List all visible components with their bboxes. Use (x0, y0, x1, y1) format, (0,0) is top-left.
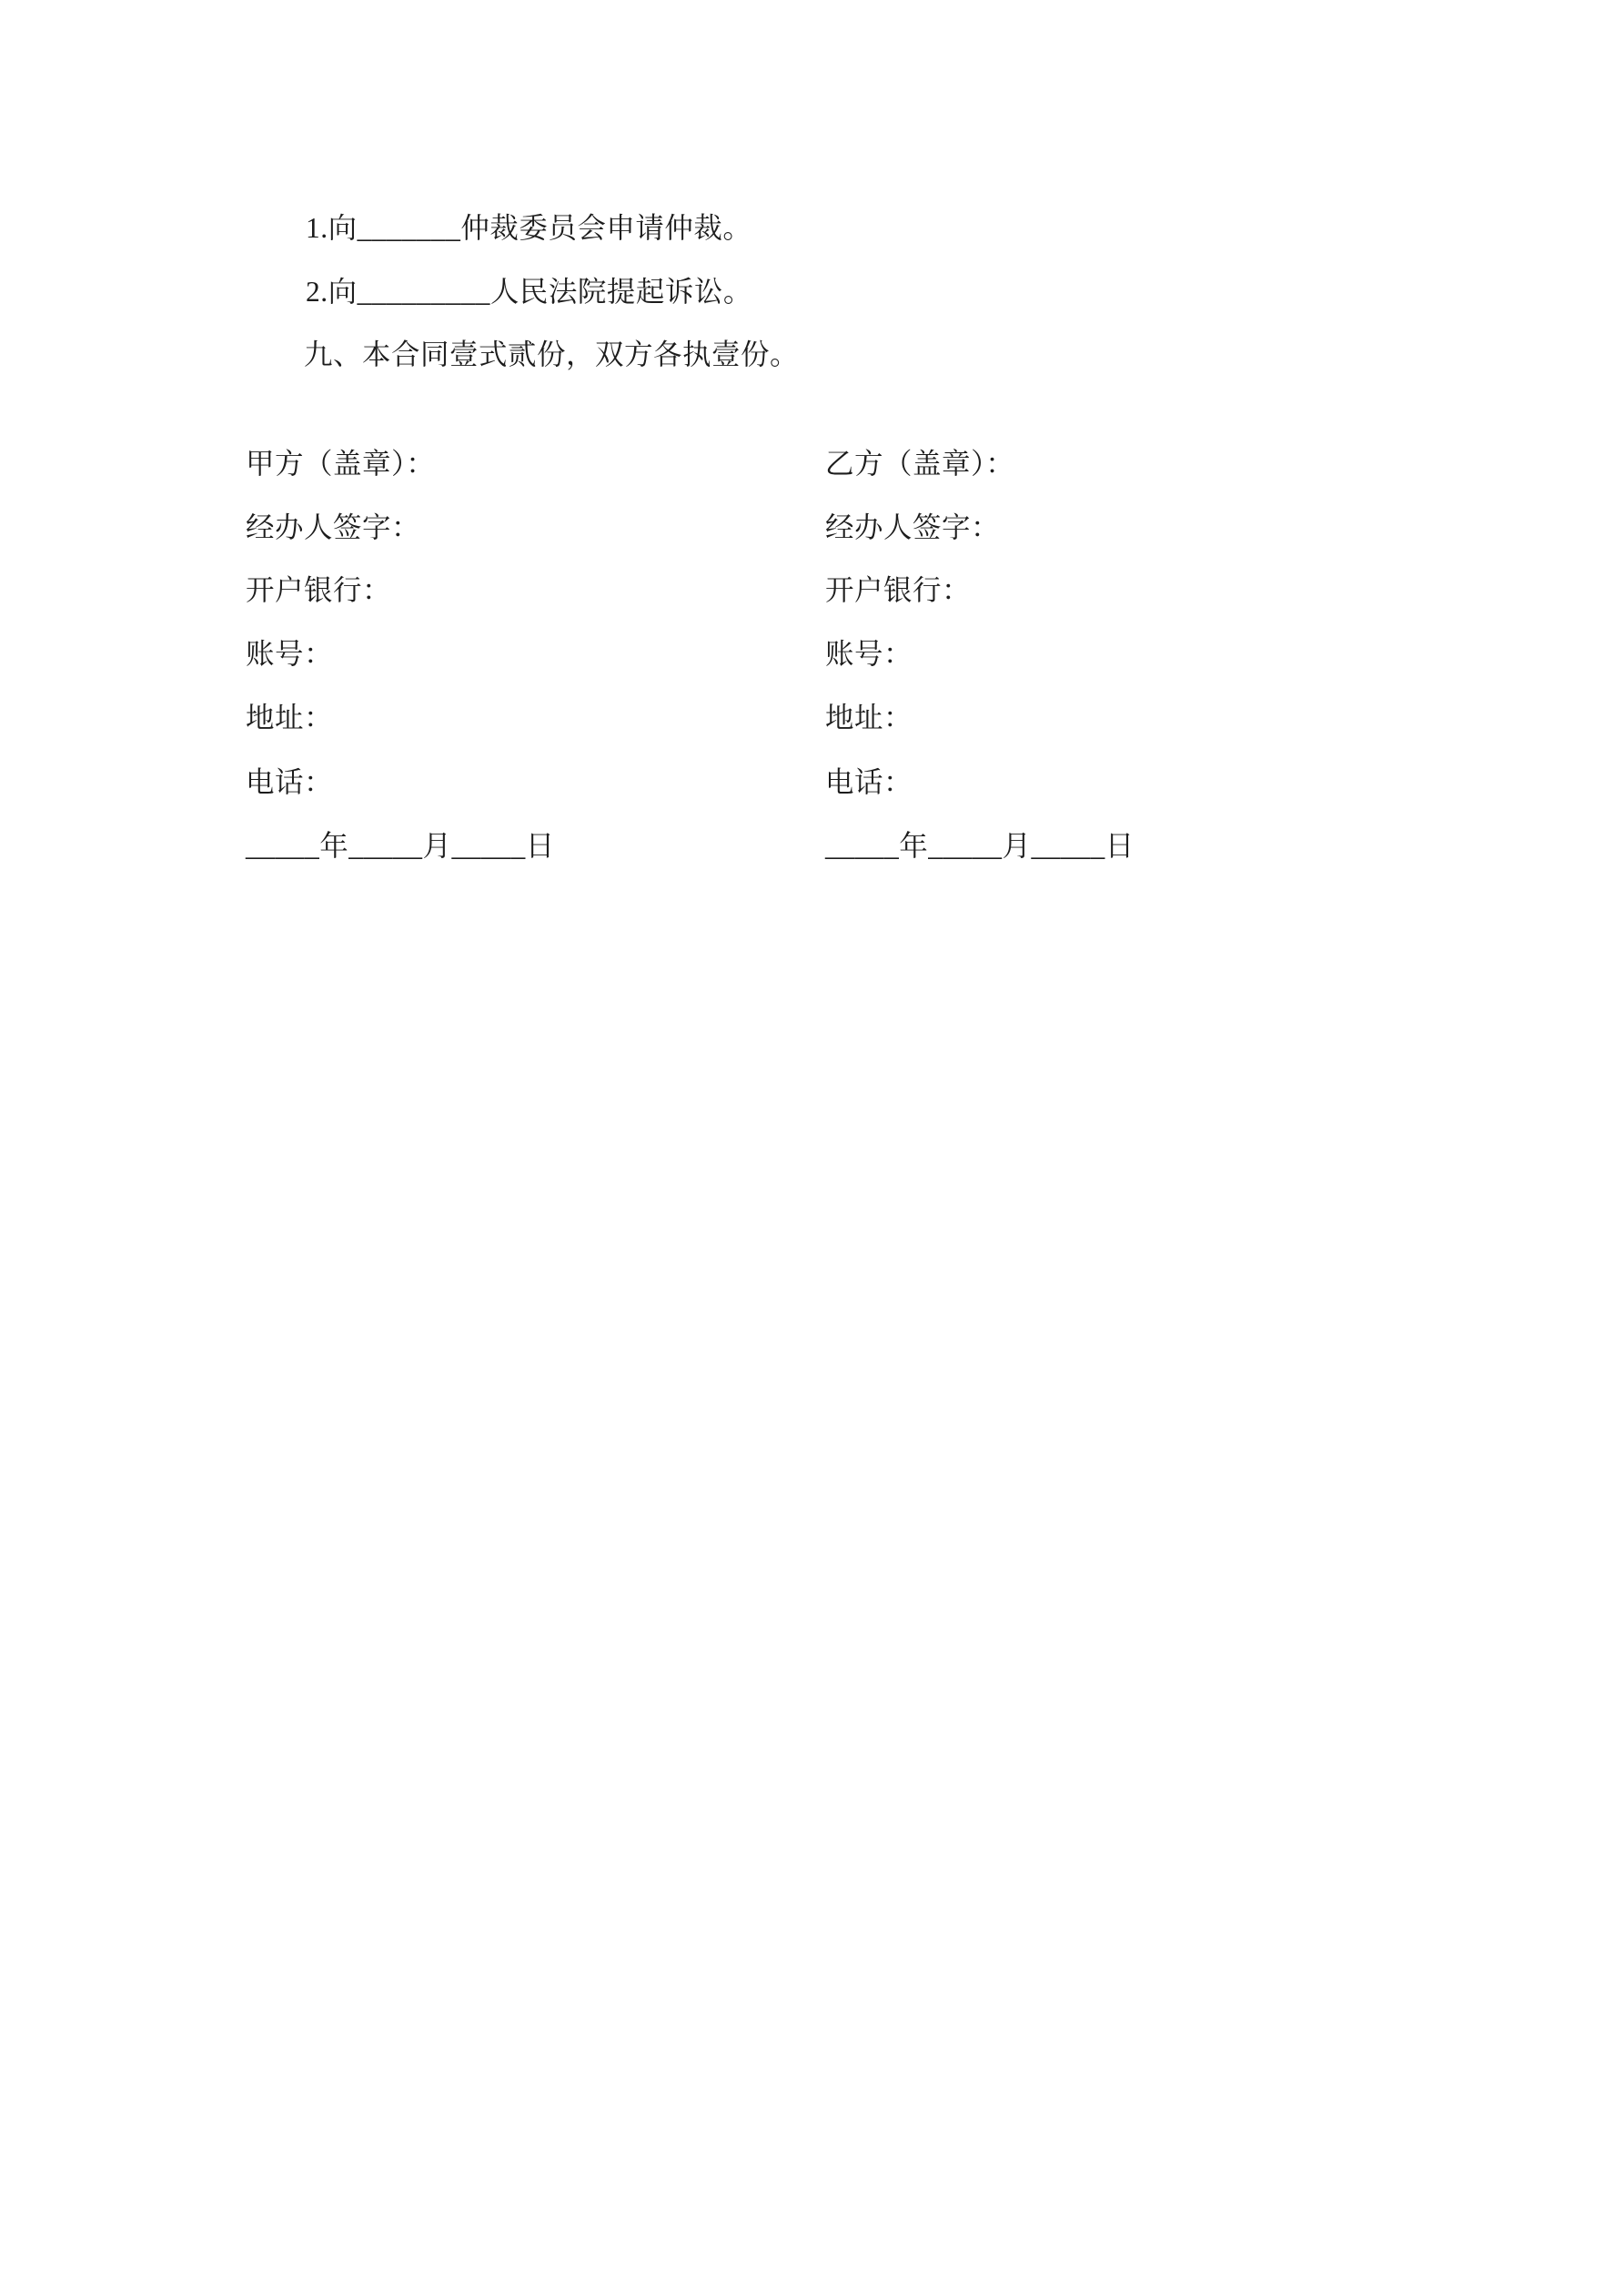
party-a-bank-label: 开户银行： (246, 574, 392, 606)
party-a-handler-signature-label: 经办人签字： (246, 511, 421, 543)
party-b-bank-label: 开户银行： (825, 574, 972, 606)
clause-counterparts: 九、本合同壹式贰份，双方各执壹份。 (304, 339, 800, 370)
clause-arbitration: 1.向_______仲裁委员会申请仲裁。 (306, 212, 752, 244)
party-b-phone-label: 电话： (825, 766, 913, 798)
party-a-account-label: 账号： (246, 638, 334, 670)
party-b-address-label: 地址： (825, 702, 913, 733)
party-a-address-label: 地址： (246, 702, 334, 733)
party-a-date-line: _____年_____月_____日 (246, 830, 555, 862)
party-b-date-line: _____年_____月_____日 (825, 830, 1135, 862)
party-a-seal-label: 甲方（盖章）： (246, 448, 436, 480)
clause-litigation: 2.向_________人民法院提起诉讼。 (306, 276, 752, 308)
party-b-handler-signature-label: 经办人签字： (825, 511, 1001, 543)
party-b-account-label: 账号： (825, 638, 913, 670)
party-b-seal-label: 乙方（盖章）： (825, 448, 1015, 480)
party-a-phone-label: 电话： (246, 766, 334, 798)
